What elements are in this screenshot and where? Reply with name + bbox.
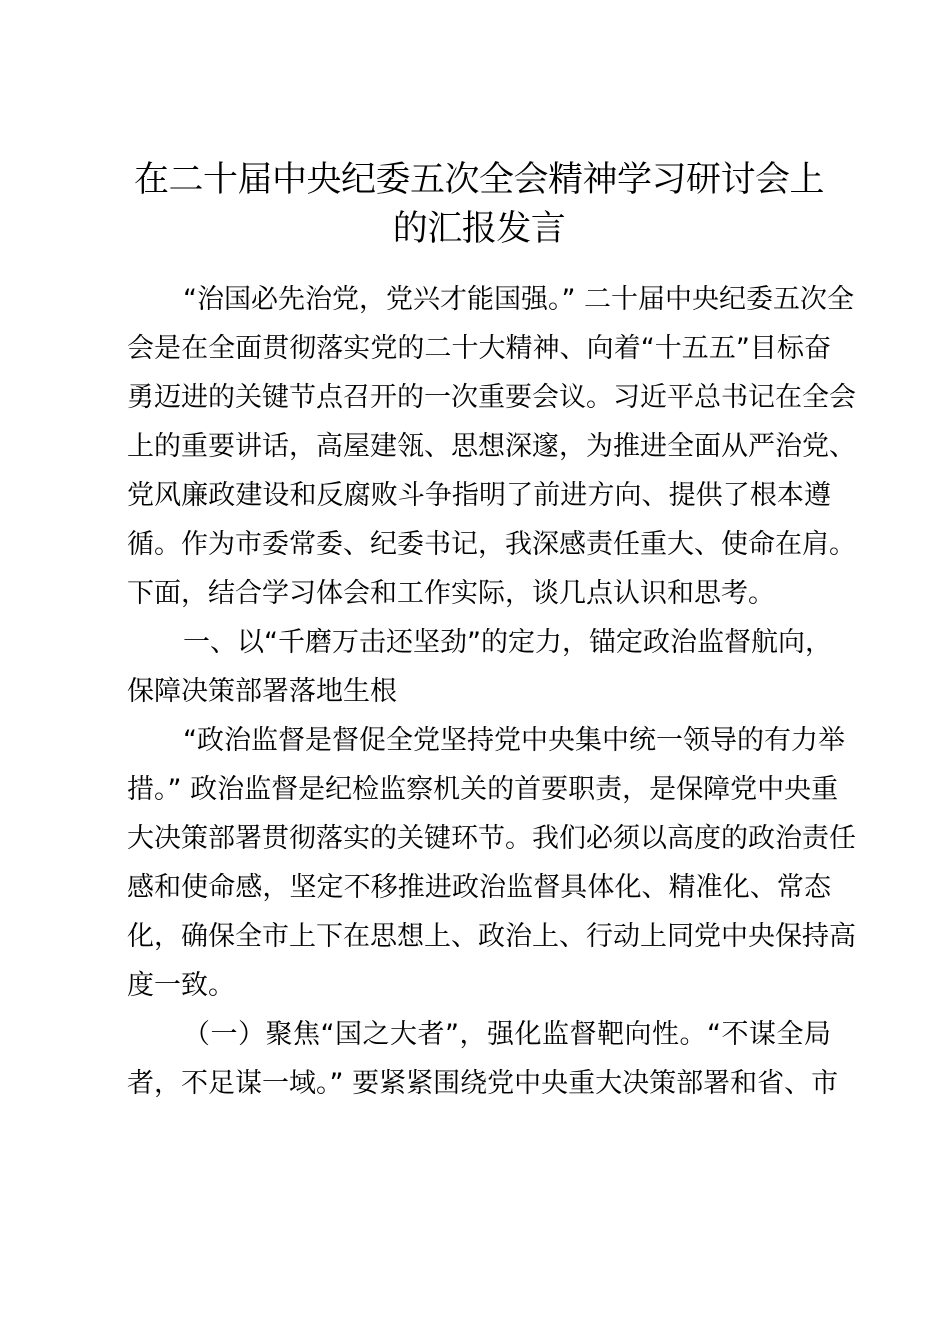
text-line: “政治监督是督促全党坚持党中央集中统一领导的有力举 [183,725,845,756]
text-line: 措。” 政治监督是纪检监察机关的首要职责，是保障党中央重 [127,774,839,805]
text-line: 下面，结合学习体会和工作实际，谈几点认识和思考。 [127,578,775,609]
text-line: 循。作为市委常委、纪委书记，我深感责任重大、使命在肩。 [127,529,856,560]
document-title [127,156,831,254]
text-line: 勇迈进的关键节点召开的一次重要会议。习近平总书记在全会 [127,382,856,413]
heading-line: 保障决策部署落地生根 [127,676,397,707]
text-line: 者，不足谋一域。” 要紧紧围绕党中央重大决策部署和省、市 [127,1068,839,1099]
title-line-1: 在二十届中央纪委五次全会精神学习研讨会上 [133,160,824,200]
heading-line: 一、以“千磨万击还坚劲”的定力，锚定政治监督航向， [183,627,832,658]
text-line: 大决策部署贯彻落实的关键环节。我们必须以高度的政治责任 [127,823,856,854]
text-line: （一）聚焦“国之大者”，强化监督靶向性。“不谋全局 [183,1019,831,1050]
text-line: 党风廉政建设和反腐败斗争指明了前进方向、提供了根本遵 [127,480,831,511]
section-1-paragraph [127,716,856,1010]
intro-paragraph [127,275,856,618]
document-page [127,156,856,1108]
section-heading-1 [127,618,831,716]
text-line: 感和使命感，坚定不移推进政治监督具体化、精准化、常态 [127,872,831,903]
title-line-2: 的汇报发言 [392,209,566,249]
text-line: “治国必先治党，党兴才能国强。” 二十届中央纪委五次全 [183,284,855,315]
text-line: 会是在全面贯彻落实党的二十大精神、向着“十五五”目标奋 [127,333,831,364]
text-line: 化，确保全市上下在思想上、政治上、行动上同党中央保持高 [127,921,856,952]
text-line: 上的重要讲话，高屋建瓴、思想深邃，为推进全面从严治党、 [127,431,856,462]
subsection-1-paragraph [127,1010,839,1108]
text-line: 度一致。 [127,970,235,1001]
